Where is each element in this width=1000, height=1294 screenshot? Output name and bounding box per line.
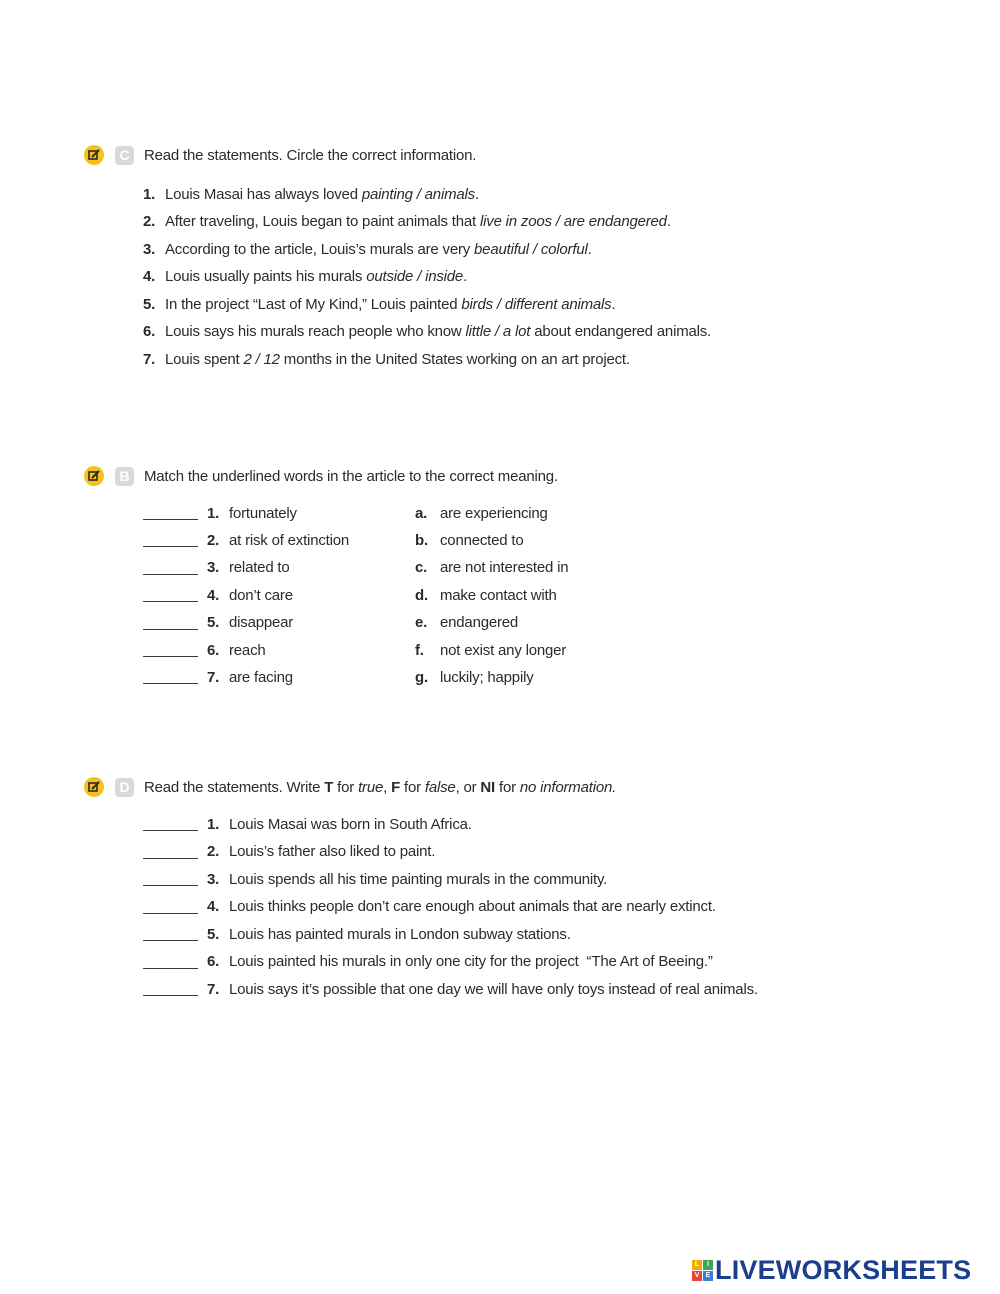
match-item (143, 585, 293, 605)
true-false-item (143, 842, 435, 862)
section-letter: C (115, 146, 134, 165)
true-false-item (143, 897, 716, 917)
meaning-item (415, 613, 518, 633)
statement-text: about endangered animals. (530, 323, 712, 340)
match-item (143, 667, 293, 687)
statement-text: Louis painted his murals in only one city for the project “The Art of Beeing.” (229, 953, 713, 970)
answer-blank[interactable] (143, 655, 198, 657)
statement-text: Louis has painted murals in London subway stations. (229, 925, 571, 943)
statement-text: Louis usually paints his murals (165, 268, 367, 285)
statement-item (143, 294, 615, 314)
section-instruction: Read the statements. Write T for true, F for false, or NI for no information. (144, 778, 617, 796)
meaning-text: are not interested in (440, 559, 569, 577)
meaning-text: not exist any longer (440, 641, 567, 659)
statement-item (143, 349, 630, 369)
match-term: disappear (229, 614, 294, 632)
item-number: 1. (143, 185, 156, 203)
item-number: 1. (207, 504, 220, 522)
section-c-header (84, 143, 476, 167)
item-number: 1. (207, 815, 220, 833)
meaning-item (415, 585, 557, 605)
true-false-item (143, 979, 758, 999)
match-term: are facing (229, 668, 293, 686)
item-letter: g. (415, 668, 428, 686)
item-number: 4. (143, 268, 156, 285)
meaning-text: are experiencing (440, 504, 548, 522)
logo-text: LIVEWORKSHEETS (715, 1254, 972, 1285)
choice-options[interactable]: live in zoos / are endangered (480, 213, 667, 230)
item-number: 5. (207, 614, 220, 632)
statement-item (143, 322, 711, 342)
answer-blank[interactable] (143, 545, 198, 547)
answer-blank[interactable] (143, 912, 198, 914)
section-d-header (84, 775, 616, 799)
item-letter: b. (415, 531, 428, 549)
statement-item (143, 212, 671, 232)
statement-text: . (611, 295, 616, 313)
answer-blank[interactable] (143, 628, 198, 630)
true-false-item (143, 869, 607, 889)
choice-options[interactable]: beautiful / colorful (474, 240, 588, 258)
match-term: related to (229, 559, 290, 577)
answer-blank[interactable] (143, 994, 198, 996)
statement-text: According to the article, Louis’s murals are very (165, 240, 475, 258)
match-item (143, 558, 290, 578)
section-letter: B (115, 467, 134, 486)
item-letter: a. (415, 504, 428, 522)
item-number: 6. (207, 641, 220, 659)
meaning-text: luckily; happily (440, 668, 534, 686)
statement-text: Louis spent (165, 350, 244, 368)
item-number: 2. (143, 213, 156, 230)
item-number: 4. (207, 586, 220, 604)
statement-text: Louis Masai was born in South Africa. (229, 815, 472, 833)
choice-options[interactable]: 2 / 12 (243, 350, 280, 368)
item-number: 7. (207, 668, 220, 686)
edit-pencil-icon (84, 145, 104, 165)
match-item (143, 613, 293, 633)
statement-text: . (587, 240, 592, 258)
section-b-header (84, 464, 558, 488)
statement-text: Louis’s father also liked to paint. (229, 843, 436, 860)
choice-options[interactable]: painting / animals (361, 185, 475, 203)
true-false-item (143, 814, 472, 834)
choice-options[interactable]: little / a lot (465, 323, 531, 340)
answer-blank[interactable] (143, 939, 198, 941)
answer-blank[interactable] (143, 573, 198, 575)
item-number: 5. (143, 295, 156, 313)
statement-text: Louis Masai has always loved (165, 185, 362, 203)
item-letter: e. (415, 614, 428, 632)
logo-letter: V (692, 1271, 702, 1281)
meaning-item (415, 640, 566, 660)
statement-text: months in the United States working on an art project. (279, 350, 630, 368)
match-term: don’t care (229, 586, 293, 604)
statement-text: In the project “Last of My Kind,” Louis painted (165, 295, 462, 313)
true-false-item (143, 924, 571, 944)
answer-blank[interactable] (143, 884, 198, 886)
edit-pencil-icon (84, 466, 104, 486)
match-term: reach (229, 641, 266, 659)
item-number: 7. (143, 350, 156, 368)
match-term: fortunately (229, 504, 297, 522)
statement-text: . (474, 185, 479, 203)
statement-item (143, 267, 467, 287)
answer-blank[interactable] (143, 518, 198, 520)
meaning-text: connected to (440, 531, 524, 549)
logo-mark-icon (692, 1260, 713, 1281)
answer-blank[interactable] (143, 829, 198, 831)
statement-item (143, 239, 592, 259)
item-number: 3. (143, 240, 156, 258)
meaning-item (415, 558, 568, 578)
item-number: 4. (207, 898, 220, 915)
logo-letter: L (692, 1260, 702, 1270)
match-item (143, 503, 297, 523)
choice-options[interactable]: outside / inside (366, 268, 464, 285)
item-number: 7. (207, 980, 220, 998)
answer-blank[interactable] (143, 857, 198, 859)
meaning-text: endangered (440, 614, 519, 632)
section-letter: D (115, 778, 134, 797)
item-number: 6. (207, 953, 220, 970)
statement-item (143, 184, 479, 204)
choice-options[interactable]: birds / different animals (461, 295, 612, 313)
answer-blank[interactable] (143, 967, 198, 969)
statement-text: Louis says his murals reach people who know (165, 323, 466, 340)
match-item (143, 640, 266, 660)
item-number: 3. (207, 870, 220, 888)
match-item (143, 530, 349, 550)
logo-letter: I (703, 1260, 713, 1270)
liveworksheets-logo (692, 1256, 971, 1284)
statement-text: Louis thinks people don’t care enough about animals that are nearly extinct. (229, 898, 716, 915)
statement-text: . (463, 268, 468, 285)
statement-text: Louis says it’s possible that one day we will have only toys instead of real animals. (229, 980, 758, 998)
statement-text: After traveling, Louis began to paint animals that (165, 213, 480, 230)
item-letter: f. (415, 641, 424, 659)
edit-pencil-icon (84, 777, 104, 797)
statement-text: Louis spends all his time painting murals in the community. (229, 870, 608, 888)
meaning-item (415, 530, 524, 550)
true-false-item (143, 952, 713, 972)
item-number: 2. (207, 531, 220, 549)
item-number: 2. (207, 843, 220, 860)
statement-text: . (666, 213, 671, 230)
answer-blank[interactable] (143, 600, 198, 602)
section-instruction: Read the statements. Circle the correct information. (144, 146, 477, 164)
item-number: 3. (207, 559, 220, 577)
item-letter: c. (415, 559, 428, 577)
answer-blank[interactable] (143, 682, 198, 684)
item-number: 5. (207, 925, 220, 943)
match-term: at risk of extinction (229, 531, 350, 549)
logo-letter: E (703, 1271, 713, 1281)
item-letter: d. (415, 586, 428, 604)
meaning-text: make contact with (440, 586, 557, 604)
meaning-item (415, 503, 548, 523)
meaning-item (415, 667, 534, 687)
item-number: 6. (143, 323, 156, 340)
section-instruction: Match the underlined words in the article to the correct meaning. (144, 467, 558, 485)
